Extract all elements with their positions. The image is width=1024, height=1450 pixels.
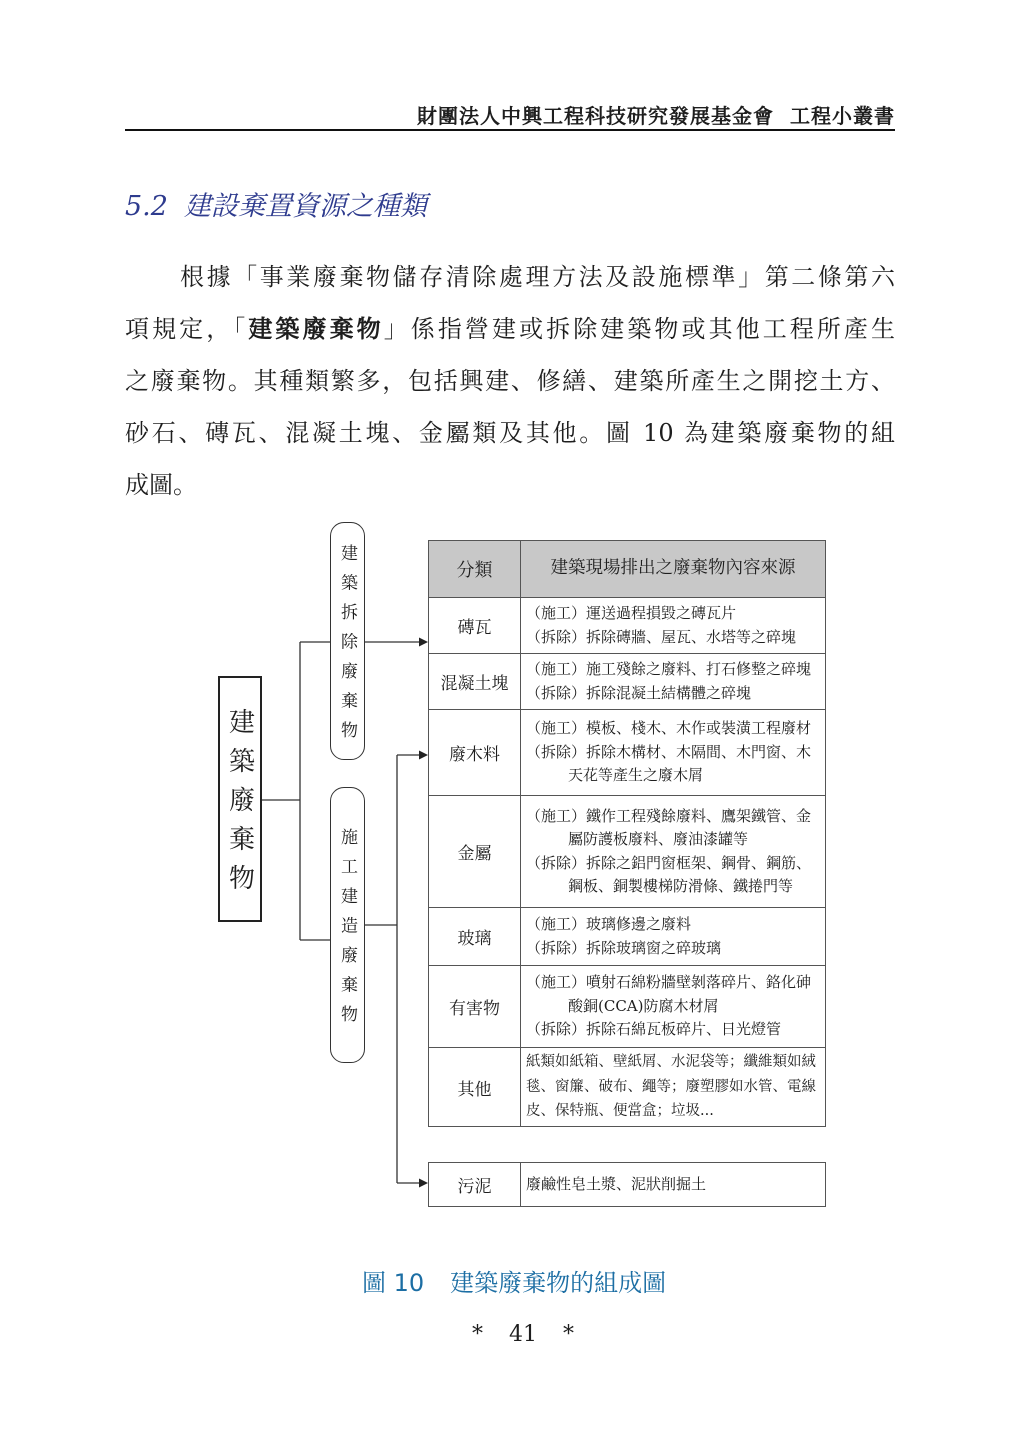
paragraph-line: 根據「事業廢棄物儲存清除處理方法及設施標準」第二條第六 bbox=[180, 263, 895, 291]
root-node-label: 建築廢棄物 bbox=[224, 708, 255, 903]
series-name: 工程小叢書 bbox=[790, 104, 895, 128]
table-row bbox=[429, 654, 825, 710]
content-text: 玻璃修邊之廢料 bbox=[586, 915, 692, 933]
paragraph-line: 砂石、磚瓦、混凝土塊、金屬類及其他。圖 10 為建築廢棄物的組 bbox=[125, 419, 895, 447]
content-line bbox=[526, 626, 825, 650]
branch-node-demolition bbox=[330, 522, 365, 760]
content-text: 拆除石綿瓦板碎片、日光燈管 bbox=[586, 1020, 782, 1039]
content-line bbox=[526, 658, 825, 682]
table-row bbox=[429, 710, 825, 796]
source-tag: （拆除） bbox=[526, 742, 587, 761]
source-tag: （拆除） bbox=[526, 938, 587, 957]
content-line: 毯、窗簾、破布、繩等；廢塑膠如水管、電線 bbox=[526, 1078, 816, 1095]
content-line: 紙類如紙箱、壁紙屑、水泥袋等；纖維類如絨 bbox=[526, 1054, 816, 1071]
category-cell: 混凝土塊 bbox=[429, 654, 521, 709]
content-text: 施工殘餘之廢料、打石修整之碎塊 bbox=[586, 660, 812, 678]
content-cell bbox=[521, 598, 825, 653]
table-row bbox=[429, 598, 825, 654]
source-tag: （施工） bbox=[526, 660, 587, 678]
source-tag: （拆除） bbox=[526, 1020, 587, 1039]
emphasis-term: 建築廢棄物 bbox=[248, 314, 384, 343]
category-cell: 金屬 bbox=[429, 796, 521, 907]
arrowhead-icon bbox=[419, 1179, 428, 1188]
source-tag: （施工） bbox=[526, 719, 587, 738]
content-text: 噴射石綿粉牆壁剝落碎片、鉻化砷 bbox=[586, 973, 812, 992]
content-cell bbox=[521, 796, 825, 907]
content-line bbox=[526, 913, 825, 937]
content-line bbox=[526, 1018, 825, 1042]
content-text: 模板、棧木、木作或裝潢工程廢材 bbox=[586, 719, 812, 738]
arrowhead-icon bbox=[419, 638, 428, 647]
content-text: 運送過程損毀之磚瓦片 bbox=[586, 604, 737, 622]
paragraph-line: 之廢棄物。其種類繁多，包括興建、修繕、建築所產生之開挖土方、 bbox=[125, 367, 895, 395]
sludge-table bbox=[428, 1162, 826, 1207]
content-line bbox=[526, 805, 825, 829]
page-number bbox=[472, 1321, 574, 1349]
figure-title: 建築廢棄物的組成圖 bbox=[450, 1269, 667, 1297]
content-text: 鐵作工程殘餘廢料、鷹架鐵管、金 bbox=[586, 806, 812, 825]
source-tag: （施工） bbox=[526, 915, 587, 933]
content-line: 廢鹼性皂土漿、泥狀削掘土 bbox=[526, 1174, 707, 1193]
source-tag: （施工） bbox=[526, 973, 587, 992]
header-cell-source: 建築現場排出之廢棄物內容來源 bbox=[550, 558, 796, 579]
content-text: 拆除混凝土結構體之碎塊 bbox=[586, 683, 752, 702]
section-number: 5.2 bbox=[125, 191, 168, 222]
branch-node-label: 建築拆除廢棄物 bbox=[337, 544, 357, 751]
content-text: 拆除玻璃窗之碎玻璃 bbox=[586, 938, 722, 957]
source-tag: （施工） bbox=[526, 806, 587, 825]
content-line bbox=[526, 852, 825, 876]
root-node bbox=[218, 676, 262, 922]
content-line-continued: 鋼板、銅製樓梯防滑條、鐵捲門等 bbox=[568, 877, 794, 895]
content-cell bbox=[521, 908, 825, 965]
waste-classification-table bbox=[428, 540, 826, 1127]
category-cell: 其他 bbox=[429, 1048, 521, 1126]
branch-node-label: 施工建造廢棄物 bbox=[337, 828, 357, 1035]
paragraph-text: 項規定，「 bbox=[125, 315, 249, 343]
content-cell bbox=[521, 654, 825, 709]
content-text: 拆除之鋁門窗框架、鋼骨、鋼筋、 bbox=[586, 853, 812, 872]
category-cell: 廢木料 bbox=[429, 710, 521, 795]
table-row bbox=[429, 908, 825, 966]
category-cell: 污泥 bbox=[429, 1163, 521, 1206]
page-number-prefix: * bbox=[472, 1322, 483, 1347]
paragraph-text: 」係指營建或拆除建築物或其他工程所產生 bbox=[383, 315, 895, 343]
category-cell: 玻璃 bbox=[429, 908, 521, 965]
content-cell bbox=[521, 1163, 825, 1206]
content-line: 皮、保特瓶、便當盒；垃圾... bbox=[526, 1103, 714, 1120]
content-line bbox=[526, 937, 825, 961]
paragraph-line: 成圖。 bbox=[125, 471, 197, 499]
source-tag: （拆除） bbox=[526, 627, 587, 646]
figure-number: 圖 10 bbox=[362, 1269, 425, 1297]
table-row bbox=[429, 1048, 825, 1127]
content-line-continued: 天花等產生之廢木屑 bbox=[568, 766, 704, 785]
page-number-value: 41 bbox=[509, 1322, 537, 1347]
table-row bbox=[429, 796, 825, 908]
content-line bbox=[526, 717, 825, 741]
arrowhead-icon bbox=[419, 751, 428, 760]
content-line bbox=[526, 682, 825, 706]
content-text: 拆除木構材、木隔間、木門窗、木 bbox=[586, 742, 812, 761]
content-cell bbox=[521, 710, 825, 795]
content-text: 拆除磚牆、屋瓦、水塔等之碎塊 bbox=[586, 627, 797, 646]
content-line bbox=[526, 971, 825, 995]
branch-node-construction bbox=[330, 787, 365, 1063]
source-tag: （拆除） bbox=[526, 853, 587, 872]
header-cell-category: 分類 bbox=[429, 541, 521, 597]
page-number-suffix: * bbox=[563, 1322, 574, 1347]
figure-caption bbox=[362, 1268, 666, 1298]
content-line bbox=[526, 741, 825, 765]
content-cell bbox=[521, 1048, 825, 1126]
publisher-name: 財團法人中興工程科技研究發展基金會 bbox=[417, 104, 774, 128]
category-cell: 有害物 bbox=[429, 966, 521, 1047]
table-row bbox=[429, 966, 825, 1048]
content-line bbox=[526, 602, 825, 626]
source-tag: （拆除） bbox=[526, 683, 587, 702]
table-header-row bbox=[429, 541, 825, 598]
content-line-continued: 酸銅(CCA)防腐木材屑 bbox=[568, 996, 719, 1015]
table-row bbox=[429, 1163, 825, 1207]
category-cell: 磚瓦 bbox=[429, 598, 521, 653]
content-cell bbox=[521, 966, 825, 1047]
content-line-continued: 屬防護板廢料、廢油漆罐等 bbox=[568, 830, 749, 848]
source-tag: （施工） bbox=[526, 604, 587, 622]
section-title: 建設棄置資源之種類 bbox=[183, 191, 427, 222]
